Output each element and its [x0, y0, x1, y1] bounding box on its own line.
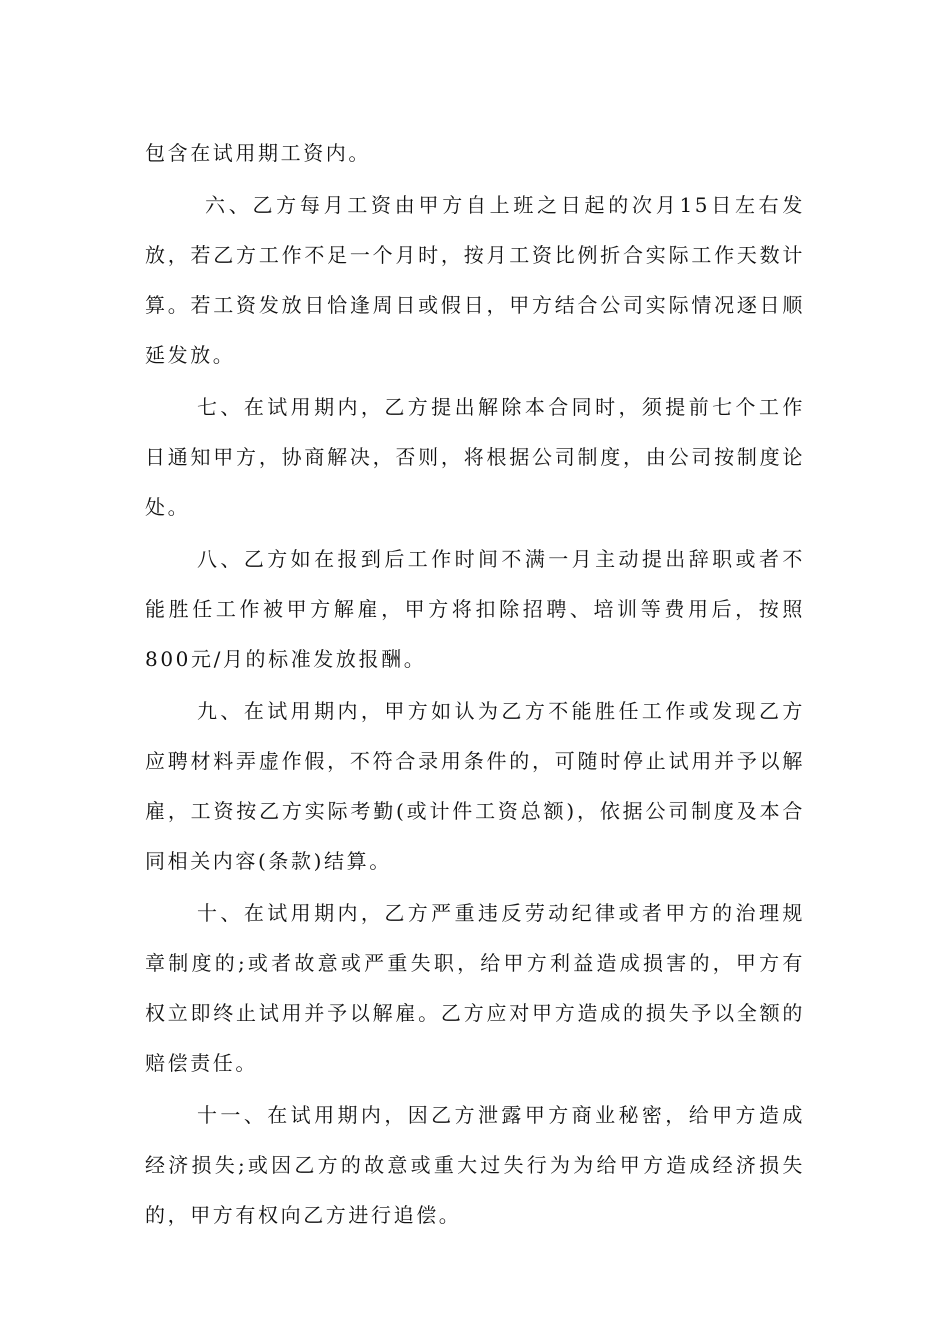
document-body [145, 128, 805, 1242]
paragraph-clause-9: 九、在试用期内，甲方如认为乙方不能胜任工作或发现乙方应聘材料弄虚作假，不符合录用条件的，可随时停止试用并予以解雇，工资按乙方实际考勤(或计件工资总额)，依据公司制度及本合同相关内容(条款)结算。 [145, 699, 805, 873]
paragraph-clause-10: 十、在试用期内，乙方严重违反劳动纪律或者甲方的治理规章制度的;或者故意或严重失职，给甲方利益造成损害的，甲方有权立即终止试用并予以解雇。乙方应对甲方造成的损失予以全额的赔偿责任。 [145, 901, 805, 1075]
paragraph-clause-6: 六、乙方每月工资由甲方自上班之日起的次月15日左右发放，若乙方工作不足一个月时，按月工资比例折合实际工作天数计算。若工资发放日恰逢周日或假日，甲方结合公司实际情况逐日顺延发放。 [145, 193, 805, 367]
paragraph-clause-11: 十一、在试用期内，因乙方泄露甲方商业秘密，给甲方造成经济损失;或因乙方的故意或重大过失行为为给甲方造成经济损失的，甲方有权向乙方进行追偿。 [145, 1103, 805, 1227]
paragraph-clause-8: 八、乙方如在报到后工作时间不满一月主动提出辞职或者不能胜任工作被甲方解雇，甲方将扣除招聘、培训等费用后，按照800元/月的标准发放报酬。 [145, 547, 805, 671]
paragraph-clause-7: 七、在试用期内，乙方提出解除本合同时，须提前七个工作日通知甲方，协商解决，否则，将根据公司制度，由公司按制度论处。 [145, 395, 805, 519]
paragraph-continuation: 包含在试用期工资内。 [145, 141, 371, 165]
